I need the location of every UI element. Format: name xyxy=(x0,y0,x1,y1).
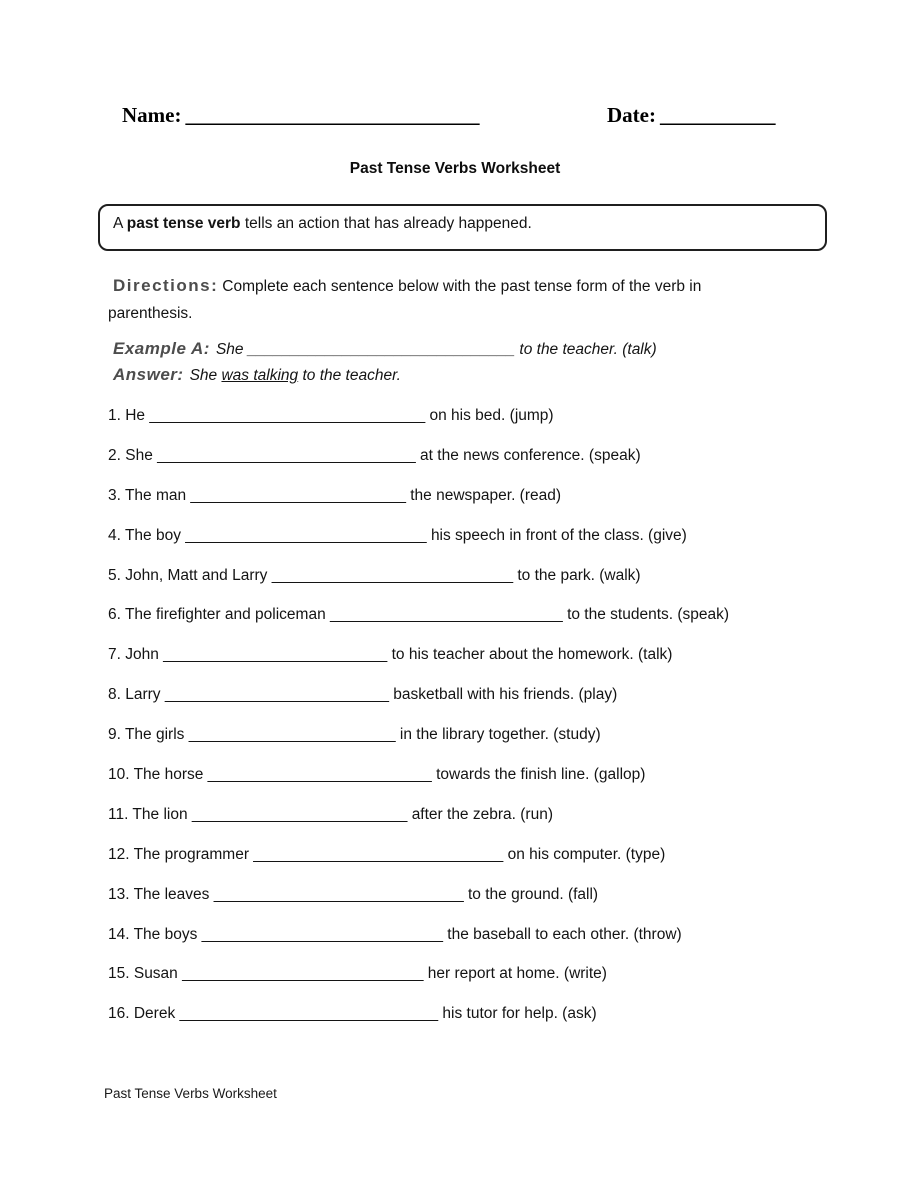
definition-pre: A xyxy=(113,215,127,232)
definition-term: past tense verb xyxy=(126,215,241,232)
name-field-group xyxy=(122,103,479,128)
directions-text: Complete each sentence below with the past tense form of the verb in parenthesis. xyxy=(108,278,702,322)
answer-post: to the teacher. xyxy=(298,367,401,384)
answer-label: Answer: xyxy=(113,365,184,384)
answer-underlined: was talking xyxy=(221,367,299,384)
answer-line xyxy=(113,365,401,385)
worksheet-item: 1. He ________________________________ on his bed. (jump) xyxy=(108,407,554,424)
page-title: Past Tense Verbs Worksheet xyxy=(349,160,561,177)
example-line xyxy=(113,339,657,359)
worksheet-item: 11. The lion _________________________ after the zebra. (run) xyxy=(108,805,553,823)
worksheet-items xyxy=(108,406,868,1044)
answer-pre: She xyxy=(189,367,222,384)
directions-label: Directions: xyxy=(113,276,219,295)
worksheet-item: 9. The girls ________________________ in the library together. (study) xyxy=(108,726,601,744)
footer-title: Past Tense Verbs Worksheet xyxy=(104,1086,277,1101)
directions-paragraph xyxy=(108,272,760,327)
worksheet-item: 3. The man _________________________ the newspaper. (read) xyxy=(108,486,562,504)
name-label: Name: xyxy=(122,103,182,127)
example-blank: _______________________________ xyxy=(247,341,516,358)
worksheet-item: 15. Susan ____________________________ her report at home. (write) xyxy=(108,965,607,983)
worksheet-item: 8. Larry __________________________ basketball with his friends. (play) xyxy=(108,686,618,704)
worksheet-item: 12. The programmer _____________________________ on his computer. (type) xyxy=(108,845,666,863)
worksheet-item: 13. The leaves _____________________________ to the ground. (fall) xyxy=(108,885,599,903)
name-blank: ____________________________ xyxy=(185,103,480,127)
worksheet-item: 6. The firefighter and policeman ___________________________ to the students. (speak) xyxy=(108,606,730,624)
worksheet-item: 2. She ______________________________ at the news conference. (speak) xyxy=(108,446,641,464)
worksheet-item: 4. The boy ____________________________ his speech in front of the class. (give) xyxy=(108,526,687,544)
date-blank: ___________ xyxy=(659,103,776,127)
worksheet-item: 14. The boys ____________________________ the baseball to each other. (throw) xyxy=(108,925,682,943)
definition-post: tells an action that has already happened. xyxy=(240,215,532,232)
example-label: Example A: xyxy=(113,339,210,358)
example-pre: She xyxy=(215,341,248,358)
definition-box xyxy=(98,204,827,251)
worksheet-item: 10. The horse __________________________ towards the finish line. (gallop) xyxy=(108,766,646,784)
worksheet-item: 16. Derek ______________________________ his tutor for help. (ask) xyxy=(108,1005,597,1023)
worksheet-item: 5. John, Matt and Larry ____________________________ to the park. (walk) xyxy=(108,566,641,584)
date-field-group xyxy=(607,103,775,128)
date-label: Date: xyxy=(607,103,656,127)
worksheet-item: 7. John __________________________ to his teacher about the homework. (talk) xyxy=(108,646,673,664)
example-post: to the teacher. (talk) xyxy=(515,341,657,358)
